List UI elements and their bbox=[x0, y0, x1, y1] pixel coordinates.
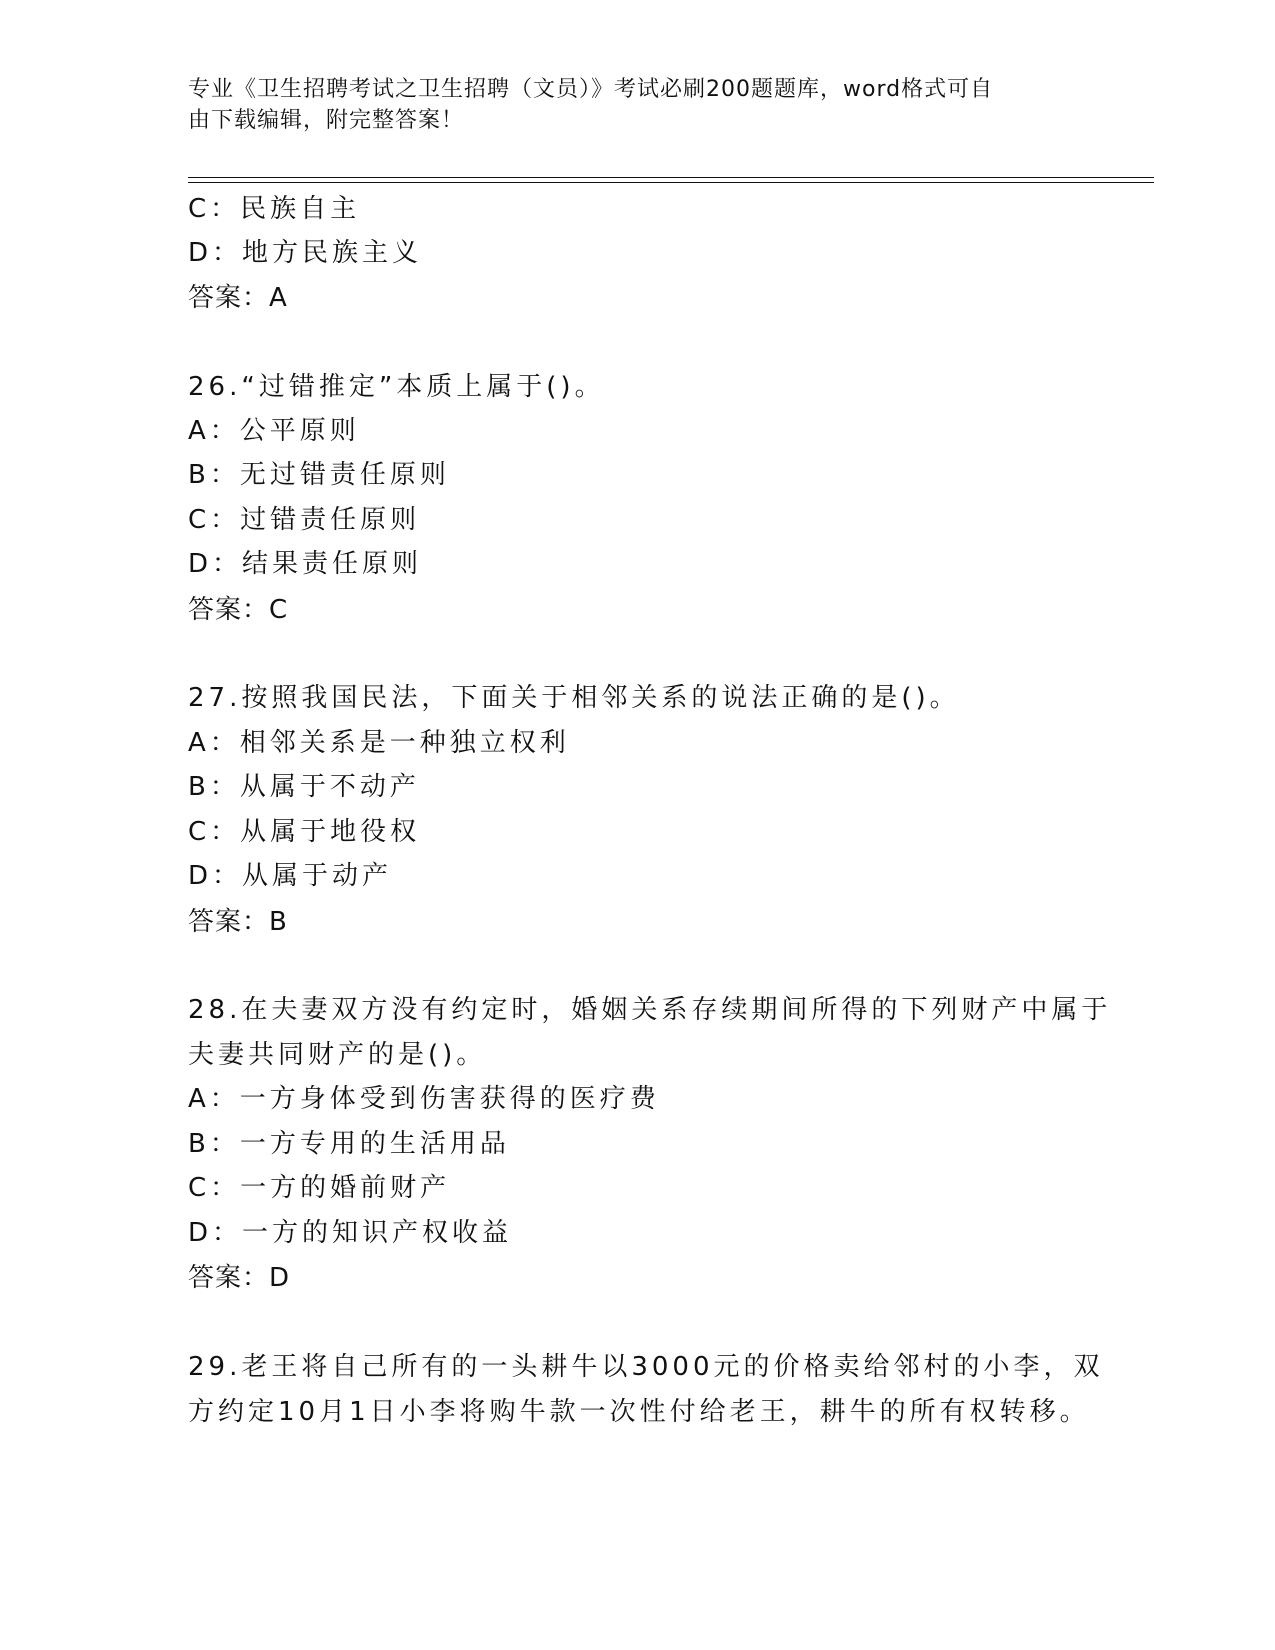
document-header bbox=[188, 74, 1088, 136]
header-line-1: 专业《卫生招聘考试之卫生招聘（文员）》考试必刷200题题库，word格式可自 bbox=[188, 77, 994, 102]
q25-option-c: C：民族自主 bbox=[188, 194, 361, 224]
q26-stem: 26.“过错推定”本质上属于()。 bbox=[188, 372, 605, 402]
q28-stem-line-1: 28.在夫妻双方没有约定时，婚姻关系存续期间所得的下列财产中属于 bbox=[188, 995, 1112, 1025]
q29-stem-line-2: 方约定10月1日小李将购牛款一次性付给老王，耕牛的所有权转移。 bbox=[188, 1397, 1090, 1427]
q28-option-b: B：一方专用的生活用品 bbox=[188, 1129, 510, 1159]
q26-option-a: A：公平原则 bbox=[188, 416, 360, 446]
header-line-2: 由下载编辑，附完整答案！ bbox=[188, 108, 465, 133]
q27-option-c: C：从属于地役权 bbox=[188, 817, 421, 847]
q26-answer: 答案：C bbox=[188, 595, 289, 625]
q28-option-c: C：一方的婚前财产 bbox=[188, 1173, 451, 1203]
q27-stem: 27.按照我国民法，下面关于相邻关系的说法正确的是()。 bbox=[188, 683, 960, 713]
q25-option-d: D：地方民族主义 bbox=[188, 238, 423, 268]
q27-answer: 答案：B bbox=[188, 907, 288, 937]
q29-stem-line-1: 29.老王将自己所有的一头耕牛以3000元的价格卖给邻村的小李，双 bbox=[188, 1352, 1104, 1382]
q28-option-a: A：一方身体受到伤害获得的医疗费 bbox=[188, 1084, 660, 1114]
q27-option-b: B：从属于不动产 bbox=[188, 772, 420, 802]
q26-option-b: B：无过错责任原则 bbox=[188, 460, 450, 490]
q28-stem-line-2: 夫妻共同财产的是()。 bbox=[188, 1040, 487, 1070]
q27-option-a: A：相邻关系是一种独立权利 bbox=[188, 728, 570, 758]
q28-answer: 答案：D bbox=[188, 1263, 291, 1293]
q27-option-d: D：从属于动产 bbox=[188, 861, 393, 891]
q25-answer: 答案：A bbox=[188, 283, 288, 313]
q26-option-c: C：过错责任原则 bbox=[188, 505, 421, 535]
header-divider-top bbox=[188, 177, 1154, 178]
header-divider-bottom bbox=[188, 182, 1154, 183]
q26-option-d: D：结果责任原则 bbox=[188, 549, 423, 579]
q28-option-d: D：一方的知识产权收益 bbox=[188, 1218, 513, 1248]
